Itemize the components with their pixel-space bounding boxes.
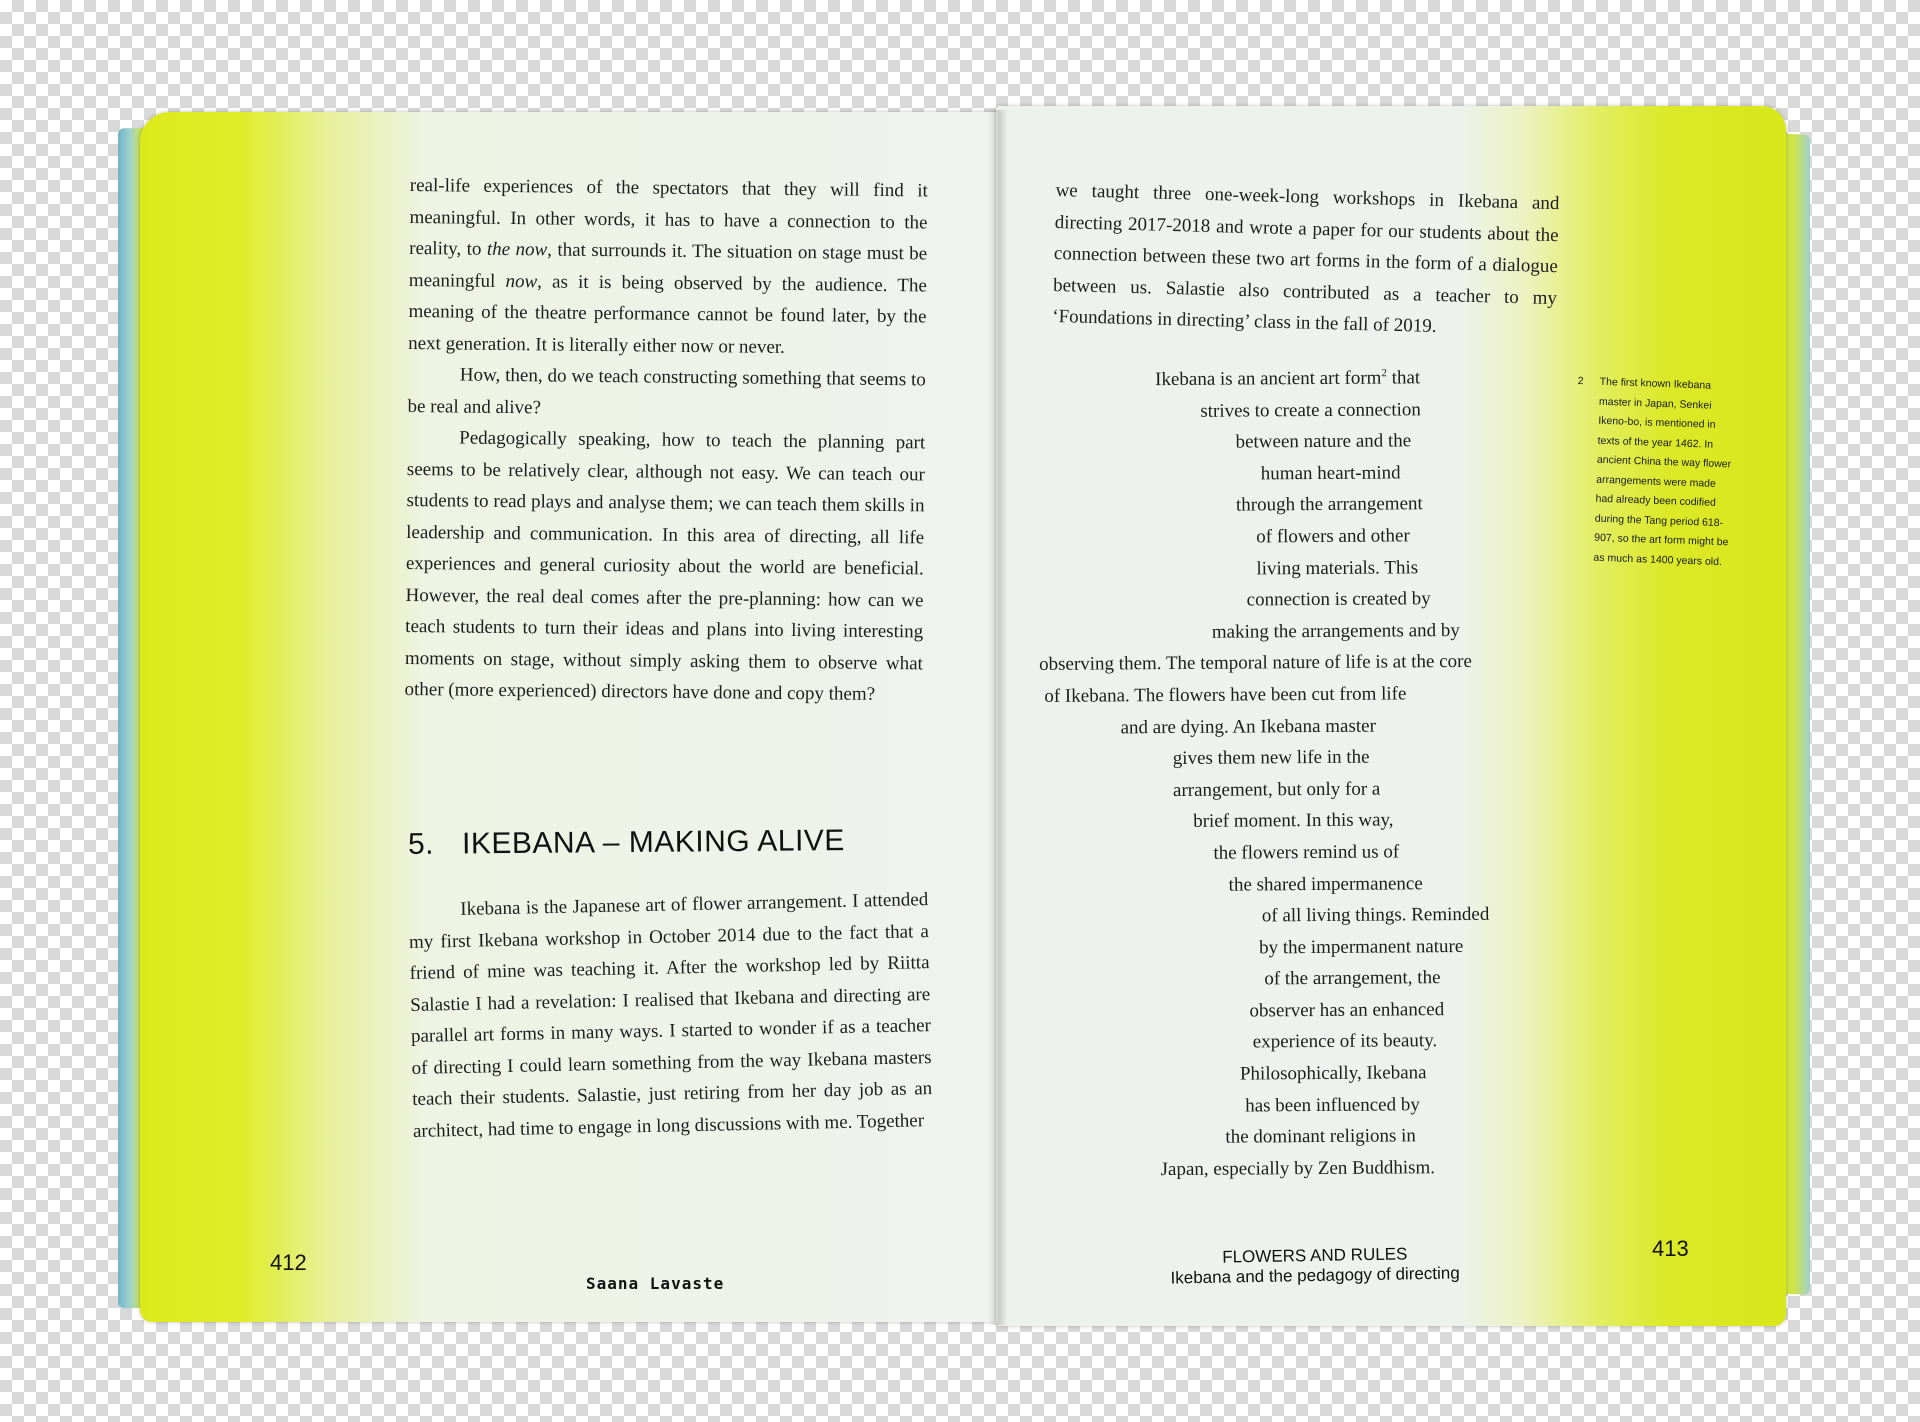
section-heading — [408, 824, 845, 862]
page-number-left: 412 — [270, 1250, 307, 1275]
text-line: has been influenced by — [1245, 1093, 1420, 1117]
author-name: Saana Lavaste — [586, 1274, 725, 1293]
footnote-reference: 2 — [1381, 367, 1387, 380]
text-line: and are dying. An Ikebana master — [1120, 715, 1376, 738]
text-line: Japan, especially by Zen Buddhism. — [1160, 1157, 1436, 1180]
text-line: connection is created by — [1246, 588, 1431, 611]
running-title: FLOWERS AND RULES — [1222, 1244, 1408, 1267]
running-subtitle: Ikebana and the pedagogy of directing — [1170, 1263, 1460, 1288]
text-line: Philosophically, Ikebana — [1239, 1062, 1427, 1085]
footnote — [1571, 372, 1738, 572]
paragraph: How, then, do we teach constructing something that seems to be real and alive? — [407, 364, 926, 418]
book-gutter — [988, 110, 1008, 1325]
text-line: human heart-mind — [1260, 462, 1401, 485]
text-line: living materials. This — [1256, 556, 1419, 579]
running-header — [1150, 1243, 1481, 1289]
text-line: the shared impermanence — [1228, 872, 1423, 896]
section-title: IKEBANA – MAKING ALIVE — [461, 824, 845, 861]
text-line: of the arrangement, the — [1264, 967, 1441, 990]
paragraph: we taught three one-week-long workshops in Ikebana and directing 2017-2018 and wrote a paper for our students about the connection between these two art forms in the form of a dialogue between us. Salastie also contributed as a teacher to my ‘Foundations in directing’ class in the fall of 2019. — [1052, 179, 1560, 338]
page-number-right: 413 — [1652, 1236, 1689, 1261]
text-line: of all living things. Reminded — [1261, 903, 1490, 927]
centered-text-block — [1030, 362, 1536, 1187]
text-line: the flowers remind us of — [1213, 841, 1400, 864]
text-line: gives them new life in the — [1172, 746, 1370, 770]
paragraph: real-life experiences of the spectators that they will find it meaningful. In other words, it has to have a connection to the reality, to the now, that surrounds it. The situation on stage must be meaningful now, as it is being observed by the audience. The meaning of the theatre performance cannot be found later, by the next generation. It is literally either now or never. — [408, 174, 928, 358]
text-line: the dominant religions in — [1225, 1125, 1416, 1148]
right-body-text — [1052, 175, 1560, 346]
text-line: between nature and the — [1235, 430, 1412, 453]
text-line: experience of its beauty. — [1252, 1030, 1438, 1053]
left-body-text-lower — [408, 884, 933, 1147]
text-line: of Ikebana. The flowers have been cut from life — [1044, 683, 1407, 707]
text-line: through the arrangement — [1235, 493, 1423, 516]
footnote-text: The first known Ikebana master in Japan, Senkei Ikeno-bo, is mentioned in texts of the year 1462. In ancient China the way flower arrangements were made had already been codified during the Tang period 618-907, so the art form might be as much as 1400 years old. — [1593, 375, 1732, 568]
text-line: making the arrangements and by — [1211, 619, 1460, 643]
footnote-number: 2 — [1577, 374, 1584, 388]
text-line: strives to create a connection — [1200, 398, 1421, 422]
paragraph: Pedagogically speaking, how to teach the planning part seems to be relatively clear, although not easy. We can teach our students to read plays and analyse them; we can teach them skills in leadership and communication. In this area of directing, all life experiences and general curiosity about the world are beneficial. However, the real deal comes after the pre-planning: how can we teach students to turn their ideas and plans into living interesting moments on stage, without simply asking them to observe what other (more experienced) directors have done and copy them? — [404, 427, 926, 705]
text-line: arrangement, but only for a — [1172, 778, 1381, 801]
text-line: observing them. The temporal nature of life is at the core — [1039, 651, 1472, 676]
text-line: by the impermanent nature — [1258, 935, 1464, 959]
paragraph: Ikebana is the Japanese art of flower arrangement. I attended my first Ikebana workshop in October 2014 due to the fact that a friend of mine was teaching it. After the workshop led by Riitta Salastie I had a revelation: I realised that Ikebana and directing are parallel art forms in many ways. I started to wonder if as a teacher of directing I could learn something from the way Ikebana masters teach their students. Salastie, just retiring from her day job as an architect, had time to engage in long discussions with me. Together — [408, 889, 933, 1142]
section-number: 5. — [407, 827, 435, 861]
left-body-text — [404, 170, 928, 711]
text-line: brief moment. In this way, — [1193, 809, 1394, 833]
text-line: of flowers and other — [1256, 525, 1410, 548]
text-line: Ikebana is an ancient art form$^2$ that — [1155, 367, 1421, 391]
text-line: observer has an enhanced — [1249, 998, 1445, 1022]
